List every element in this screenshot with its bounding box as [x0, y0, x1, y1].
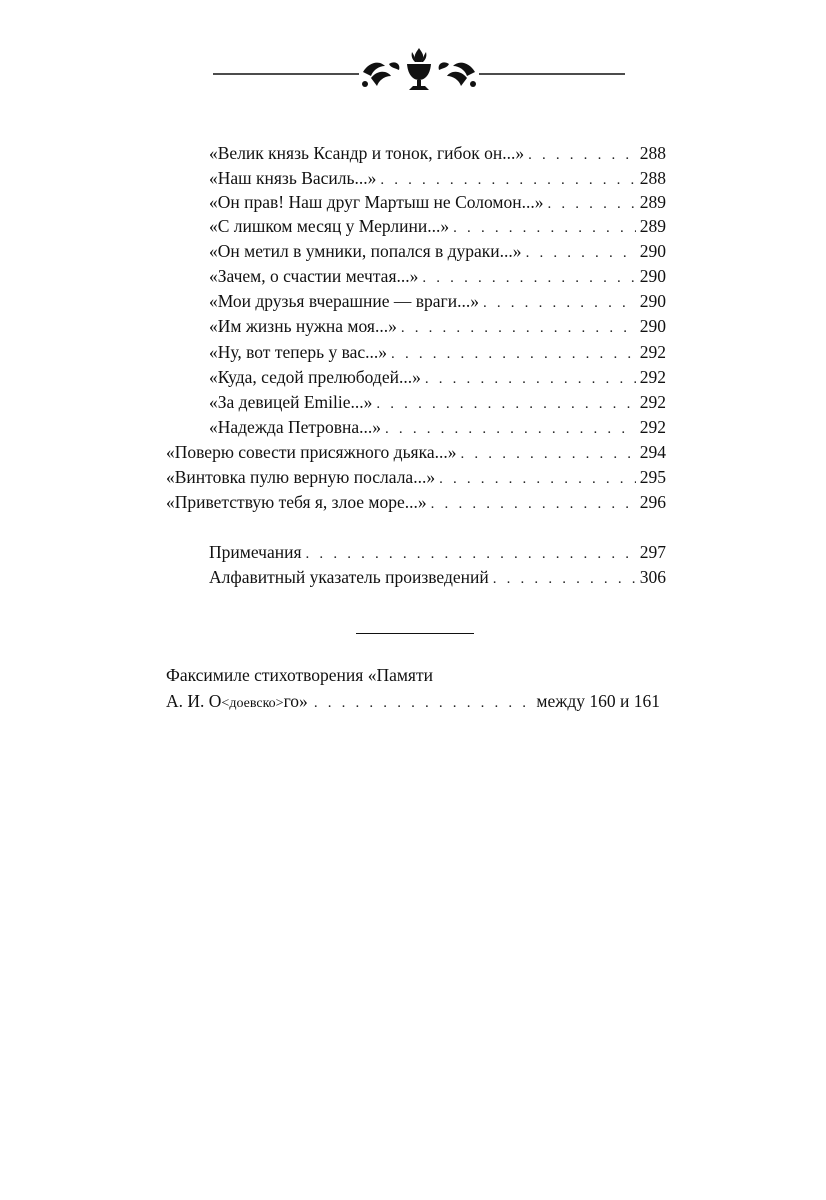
section-divider	[356, 633, 474, 634]
toc-entry	[0, 263, 826, 289]
toc-entry	[0, 364, 826, 390]
toc-entry-page: 292	[639, 367, 666, 387]
toc-entry-page: 288	[639, 168, 666, 188]
dot-leader	[401, 315, 636, 341]
toc-entry	[0, 464, 826, 490]
toc-back-matter-entry	[0, 539, 826, 565]
facsimile-prefix: А. И. О	[166, 691, 222, 711]
toc-entry	[0, 165, 826, 191]
toc-entry-title: «Поверю совести присяжного дьяка...»	[166, 442, 457, 462]
facsimile-second-line	[166, 688, 660, 717]
toc-entry-page: 290	[639, 291, 666, 311]
chalice-icon	[407, 48, 431, 90]
toc-entry-title: «Мои друзья вчерашние — враги...»	[209, 291, 479, 311]
toc-entry-page: 295	[639, 467, 666, 487]
facsimile-title-line: Факсимиле стихотворения «Памяти	[166, 665, 433, 685]
toc-entry-page: 289	[639, 192, 666, 212]
toc-entry-page: 292	[639, 342, 666, 362]
toc-entry-title: «Ну, вот теперь у вас...»	[209, 342, 388, 362]
toc-entry-title: Примечания	[209, 542, 302, 562]
toc-entry	[0, 288, 826, 314]
laurel-right-icon	[439, 62, 476, 87]
toc-entry	[0, 439, 826, 465]
toc-entry	[0, 213, 826, 239]
toc-entry-title: «Приветствую тебя я, злое море...»	[166, 492, 427, 512]
laurel-left-icon	[362, 62, 399, 87]
dot-leader	[314, 690, 527, 716]
facsimile-bracket-text: <доевско>	[221, 696, 284, 711]
toc-entry-page: 296	[639, 492, 666, 512]
toc-entry-page: 289	[639, 216, 666, 236]
toc-entry-title: «Надежда Петровна...»	[209, 417, 382, 437]
facsimile-suffix: го»	[283, 691, 308, 711]
toc-entry-page: 288	[639, 143, 666, 163]
toc-entry-title: «Он метил в умники, попался в дураки...»	[209, 241, 522, 261]
toc-entry-title: «Винтовка пулю верную послала...»	[166, 467, 436, 487]
toc-entry-title: «Наш князь Василь...»	[209, 168, 377, 188]
toc-entry-page: 290	[639, 266, 666, 286]
toc-entry-title: «Он прав! Наш друг Мартыш не Соломон...»	[209, 192, 544, 212]
toc-entry-title: «Куда, седой прелюбодей...»	[209, 367, 421, 387]
toc-entry	[0, 489, 826, 515]
toc-entry-page: 306	[639, 567, 666, 587]
toc-entry-title: «Им жизнь нужна моя...»	[209, 316, 397, 336]
decorative-headpiece	[213, 42, 625, 98]
toc-entry	[0, 414, 826, 440]
toc-entry-page: 292	[639, 392, 666, 412]
toc-entry-page: 290	[639, 241, 666, 261]
toc-entry-page: 290	[639, 316, 666, 336]
dot-leader	[493, 566, 636, 592]
toc-entry	[0, 339, 826, 365]
toc-entry-title: «Велик князь Ксандр и тонок, гибок он...»	[209, 143, 525, 163]
toc-entry-title: «За девицей Emilie...»	[209, 392, 373, 412]
toc-entry-page: 294	[639, 442, 666, 462]
dot-leader	[431, 491, 636, 517]
toc-entry	[0, 313, 826, 339]
facsimile-entry	[166, 662, 660, 717]
toc-entry-title: Алфавитный указатель произведений	[209, 567, 489, 587]
facsimile-title-continued	[166, 688, 308, 717]
toc-entry	[0, 389, 826, 415]
toc-entry-title: «С лишком месяц у Мерлини...»	[209, 216, 450, 236]
toc-entry	[0, 189, 826, 215]
toc-entry-page: 292	[639, 417, 666, 437]
facsimile-location: между 160 и 161	[536, 691, 660, 711]
toc-entry-title: «Зачем, о счастии мечтая...»	[209, 266, 419, 286]
toc-entry-page: 297	[639, 542, 666, 562]
toc-back-matter-entry	[0, 564, 826, 590]
toc-entry	[0, 238, 826, 264]
toc-entry	[0, 140, 826, 166]
